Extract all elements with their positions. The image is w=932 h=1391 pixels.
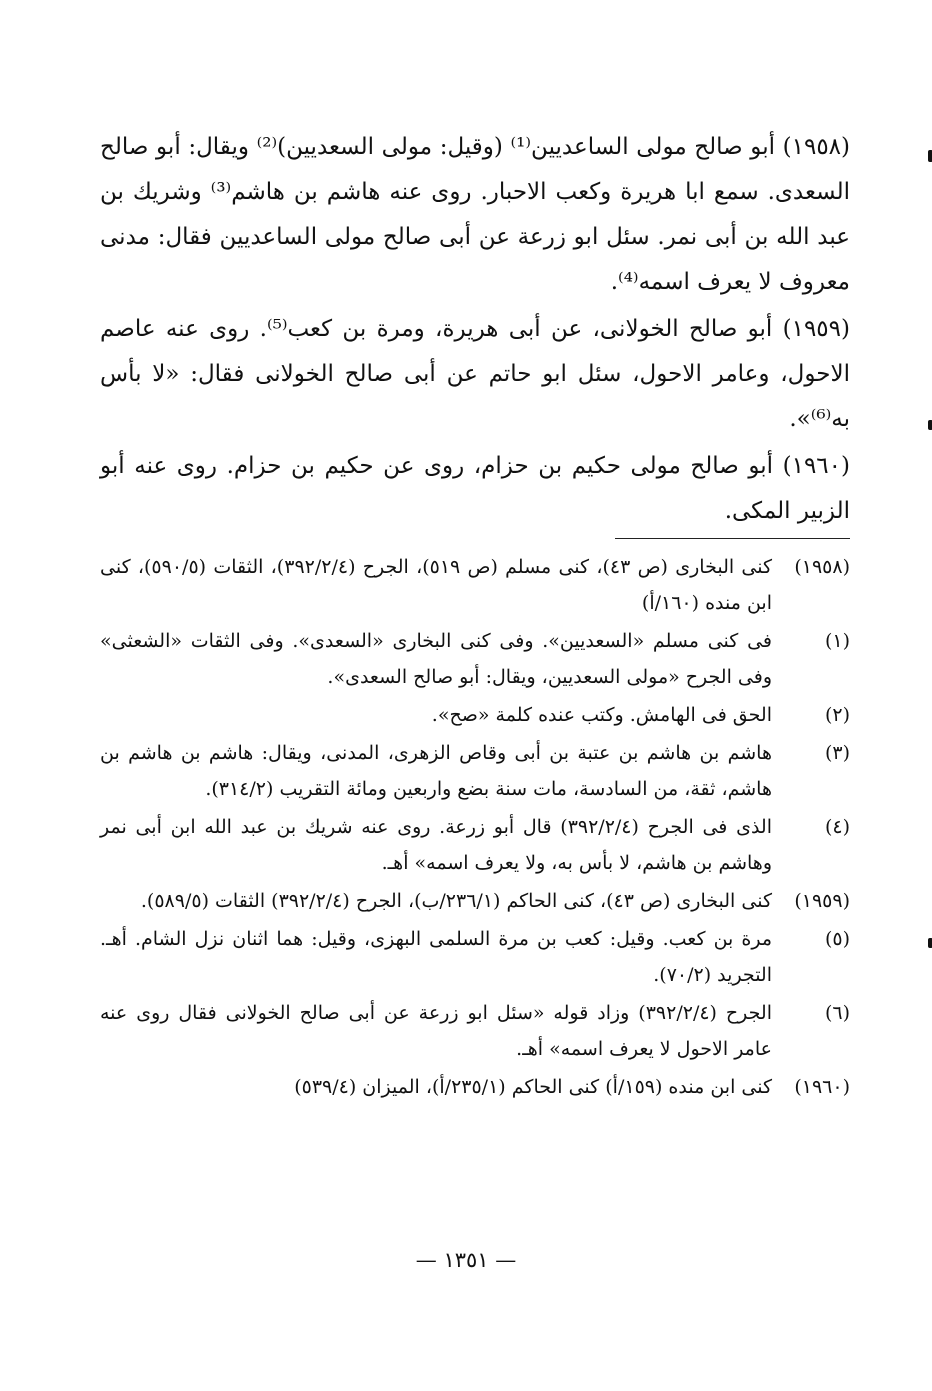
footnote-number: (١٩٥٩): [794, 890, 850, 912]
footnote: [100, 623, 850, 695]
footnote-text: الحق فى الهامش. وكتب عنده كلمة «صح».: [431, 704, 772, 726]
page-body: [100, 125, 850, 1107]
margin-mark: [928, 420, 932, 430]
footnote: [100, 809, 850, 881]
footnote: [100, 735, 850, 807]
footnote: [100, 1069, 850, 1105]
footnote-number: (١٩٥٨): [794, 556, 850, 578]
margin-mark: [928, 150, 932, 162]
footnote-text: الجرح (٣٩٢/٢/٤) وزاد قوله «سئل ابو زرعة عن أبى صالح الخولانى فقال روى عنه عامر الاحول لا يعرف اسمه» أهـ.: [100, 1002, 772, 1060]
footnote: [100, 883, 850, 919]
footnote-text: الذى فى الجرح (٣٩٢/٢/٤) قال أبو زرعة. روى عنه شريك بن عبد الله ابن أبى نمر وهاشم بن هاشم، لا بأس به، ولا يعرف اسمه» أهـ.: [100, 816, 772, 874]
footnote: [100, 995, 850, 1067]
main-text: [100, 125, 850, 534]
footnote-number: (٦): [824, 1002, 850, 1024]
footnote: [100, 921, 850, 993]
footnote-number: (٤): [824, 816, 850, 838]
footnotes: [100, 549, 850, 1105]
footnote-text: فى كنى مسلم «السعديين». وفى كنى البخارى «السعدى». وفى الثقات «الشعثى» وفى الجرح «مولى السعديين، ويقال: أبو صالح السعدى».: [100, 630, 772, 688]
footnote-text: كنى البخارى (ص ٤٣)، كنى مسلم (ص ٥١٩)، الجرح (٣٩٢/٢/٤)، الثقات (٥٩٠/٥)، كنى ابن منده (١٦٠/أ): [100, 556, 773, 614]
footnote-number: (١٩٦٠): [794, 1076, 850, 1098]
footnote-text: كنى البخارى (ص ٤٣)، كنى الحاكم (٢٣٦/١/ب)، الجرح (٣٩٢/٢/٤) الثقات (٥٨٩/٥).: [140, 890, 772, 912]
margin-mark: [928, 938, 932, 948]
footnote-text: هاشم بن هاشم بن عتبة بن أبى وقاص الزهرى، المدنى، ويقال: هاشم بن هاشم بن هاشم، ثقة، من السادسة، مات سنة بضع واربعين ومائة التقريب (٣١٤/٢).: [100, 742, 772, 800]
separator-line: [615, 538, 850, 539]
footnote-number: (٥): [824, 928, 850, 950]
page-number: — ١٣٥١ —: [415, 1248, 517, 1272]
footnote-text: مرة بن كعب. وقيل: كعب بن مرة السلمى البهزى، وقيل: هما اثنان نزل الشام. أهـ. التجريد (٧٠/٢).: [100, 928, 772, 986]
entry-1959: (١٩٥٩) أبو صالح الخولانى، عن أبى هريرة، ومرة بن كعب⁽⁵⁾. روى عنه عاصم الاحول، وعامر الاحول، سئل ابو حاتم عن أبى صالح الخولانى فقال: «لا بأس به⁽⁶⁾».: [100, 316, 850, 432]
footnote-text: كنى ابن منده (١٥٩/أ) كنى الحاكم (٢٣٥/١/أ)، الميزان (٥٣٩/٤): [294, 1076, 772, 1098]
entry-1958: (١٩٥٨) أبو صالح مولى الساعديين⁽¹⁾ (وقيل: مولى السعديين)⁽²⁾ ويقال: أبو صالح السعدى. سمع ابا هريرة وكعب الاحبار. روى عنه هاشم بن هاشم⁽³⁾ وشريك بن عبد الله بن أبى نمر. سئل ابو زرعة عن أبى صالح مولى الساعديين فقال: مدنى معروف لا يعرف اسمه⁽⁴⁾.: [100, 134, 851, 295]
footnote-number: (٣): [824, 742, 850, 764]
entry-1960: (١٩٦٠) أبو صالح مولى حكيم بن حزام، روى عن حكيم بن حزام. روى عنه أبو الزبير المكى.: [100, 453, 850, 524]
footnote-number: (٢): [824, 704, 850, 726]
footnote-number: (١): [824, 630, 850, 652]
footnote-separator: [100, 534, 850, 547]
footnote: [100, 549, 850, 621]
footnote: [100, 697, 850, 733]
